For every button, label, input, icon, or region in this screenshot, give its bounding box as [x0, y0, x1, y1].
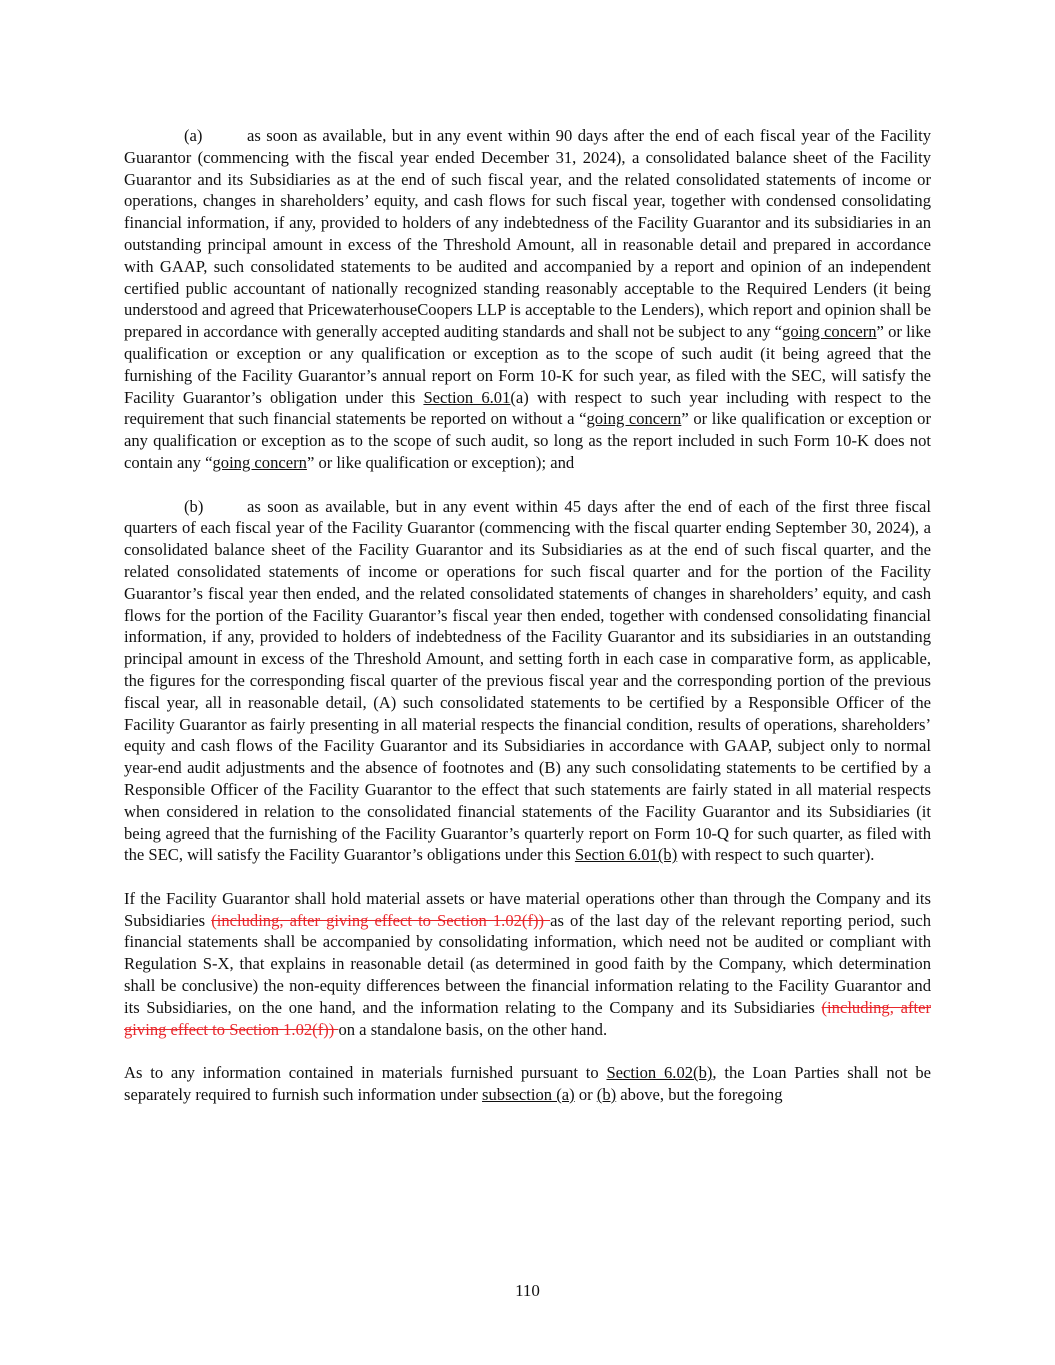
section-reference: Section 6.01(b)	[574, 845, 678, 865]
deleted-text: (including, after giving effect to Section 1.02(f))	[211, 910, 551, 930]
defined-term-link: going concern	[586, 409, 682, 429]
paragraph-b: (b) as soon as available, but in any event within 45 days after the end of each of the first three fiscal quarters of each fiscal year of the Facility Guarantor (commencing with the fiscal quarter ending September 30, 2024), a consolidated balance sheet of the Facility Guarantor and its Subsidiaries as at the end of such fiscal quarter, and the related consolidated statements of income or operations for such fiscal quarter and for the portion of the Facility Guarantor’s fiscal year then ended, and the related consolidated statements of changes in shareholders’ equity, and cash flows for the portion of the Facility Guarantor’s fiscal year then ended, together with condensed consolidating financial information, if any, provided to holders of indebtedness of the Facility Guarantor and its subsidiaries in an outstanding principal amount in excess of the Threshold Amount, and setting forth in each case in comparative form, as applicable, the figures for the corresponding fiscal quarter of the previous fiscal year and the corresponding portion of the previous fiscal year, all in reasonable detail, (A) such consolidated statements to be certified by a Responsible Officer of the Facility Guarantor as fairly presenting in all material respects the financial condition, results of operations, shareholders’ equity and cash flows of the Facility Guarantor and its Subsidiaries in accordance with GAAP, subject only to normal year-end audit adjustments and the absence of footnotes and (B) any such consolidating statements to be certified by a Responsible Officer of the Facility Guarantor to the effect that such statements are fairly stated in all material respects when considered in relation to the consolidated financial statements of the Facility Guarantor and its Subsidiaries (it being agreed that the furnishing of the Facility Guarantor’s quarterly report on Form 10-Q for such quarter, as filed with the SEC, will satisfy the Facility Guarantor’s obligations under this Section 6.01(b) with respect to such quarter).	[124, 496, 931, 865]
section-reference: (b)	[596, 1085, 617, 1105]
deleted-text: (including, after giving effect to Section 1.02(f))	[124, 997, 931, 1039]
defined-term-link: going concern	[212, 452, 307, 472]
paragraph-a: (a) as soon as available, but in any event within 90 days after the end of each fiscal year of the Facility Guarantor (commencing with the fiscal year ended December 31, 2024), a consolidated balance sheet of the Facility Guarantor and its Subsidiaries as at the end of such fiscal year, and the related consolidated statements of income or operations, changes in shareholders’ equity, and cash flows for such fiscal year, together with condensed consolidating financial information, if any, provided to holders of any indebtedness of the Facility Guarantor and its subsidiaries in an outstanding principal amount in excess of the Threshold Amount, all in reasonable detail and prepared in accordance with GAAP, such consolidated statements to be audited and accompanied by a report and opinion of an independent certified public accountant of nationally recognized standing reasonably acceptable to the Required Lenders (it being understood and agreed that PricewaterhouseCoopers LLP is acceptable to the Lenders), which report and opinion shall be prepared in accordance with generally accepted auditing standards and shall not be subject to any “going concern” or like qualification or exception or any qualification or exception as to the scope of such audit (it being agreed that the furnishing of the Facility Guarantor’s annual report on Form 10-K for such year, as filed with the SEC, will satisfy the Facility Guarantor’s obligation under this Section 6.01(a) with respect to such year including with respect to the requirement that such financial statements be reported on without a “going concern” or like qualification or exception or any qualification or exception as to the scope of such audit, so long as the report included in such Form 10-K does not contain any “going concern” or like qualification or exception); and	[124, 126, 931, 472]
section-reference: subsection (a)	[482, 1085, 575, 1105]
paragraph-consolidating-info: If the Facility Guarantor shall hold material assets or have material operations other than through the Company and its Subsidiaries (including, after giving effect to Section 1.02(f)) as of the last day of the relevant reporting period, such financial statements shall be accompanied by consolidating information, which need not be audited or compliant with Regulation S-X, that explains in reasonable detail (as determined in good faith by the Company, which determination shall be conclusive) the non-equity differences between the financial information relating to the Facility Guarantor and its Subsidiaries, on the one hand, and the information relating to the Company and its Subsidiaries (including, after giving effect to Section 1.02(f)) on a standalone basis, on the other hand.	[124, 888, 931, 1039]
paragraph-a-label: (a)	[184, 126, 203, 145]
page-number: 110	[515, 1281, 540, 1300]
section-reference: Section 6.01	[423, 387, 511, 407]
section-reference: Section 6.02(b)	[606, 1063, 713, 1083]
paragraph-b-label: (b)	[184, 496, 204, 516]
document-body	[124, 125, 931, 1128]
defined-term-link: going concern	[782, 322, 877, 342]
paragraph-materials-furnished: As to any information contained in materials furnished pursuant to Section 6.02(b), the Loan Parties shall not be separately required to furnish such information under subsection (a) or (b) above, but the foregoing	[124, 1063, 931, 1105]
